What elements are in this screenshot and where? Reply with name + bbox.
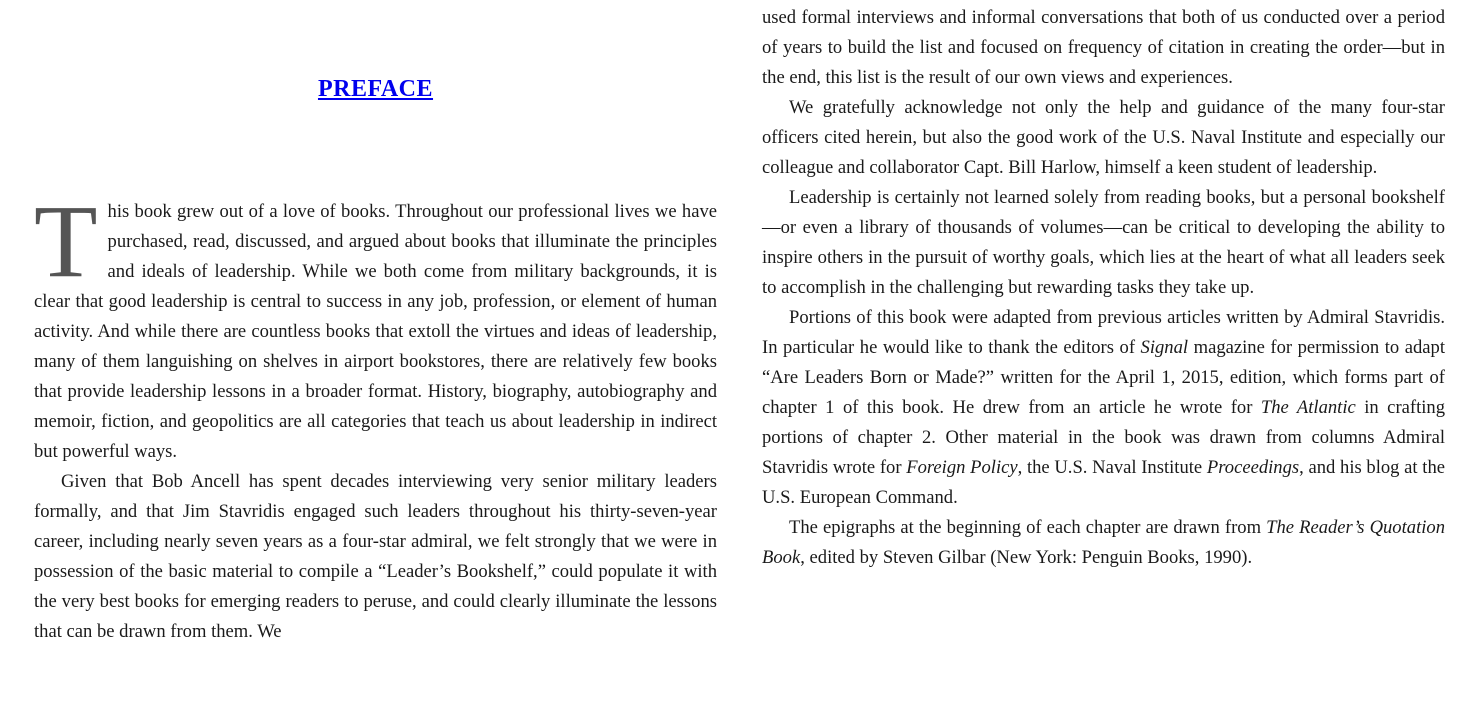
page-title [34, 76, 717, 116]
sources-text-4: , the U.S. Naval Institute [1017, 457, 1207, 478]
epigraphs-text-1: The epigraphs at the beginning of each chapter are drawn from [789, 517, 1267, 538]
foreign-policy-title: Foreign Policy [906, 457, 1018, 478]
readers-quotation-book-title: The Reader’s Quotation Book [762, 517, 1445, 568]
paragraph-1-text: his book grew out of a love of books. Throughout our professional lives we have purchased, read, discussed, and argued about books that illuminate the principles and ideals of leadership. While we both come from military backgrounds, it is clear that good leadership is central to success in any job, profession, or element of human activity. And while there are countless books that extoll the virtues and ideas of leadership, many of them languishing on shelves in airport bookstores, there are relatively few books that provide leadership lessons in a broader format. History, biography, autobiography and memoir, fiction, and geopolitics are all categories that teach us about leadership in indirect but powerful ways. [34, 201, 717, 462]
atlantic-title: The Atlantic [1260, 397, 1356, 418]
paragraph-1 [34, 184, 717, 467]
proceedings-title: Proceedings [1206, 457, 1300, 478]
signal-title: Signal [1140, 337, 1189, 358]
paragraph-2: Given that Bob Ancell has spent decades interviewing very senior military leaders formally, and that Jim Stavridis engaged such leaders throughout his thirty-seven-year career, including nearly seven years as a four-star admiral, we felt strongly that we were in possession of the basic material to compile a “Leader’s Bookshelf,” could populate it with the very best books for emerging readers to peruse, and could clearly illuminate the lessons that can be drawn from them. We [34, 471, 717, 642]
left-page-body [34, 184, 717, 647]
sources-text-2: magazine for permission to adapt “Are Leaders Born or Made?” written for the April 1, 2015, edition, which forms part of chapter 1 of this book. He drew from an article he wrote for [762, 337, 1445, 418]
sources-text-1: Portions of this book were adapted from previous articles written by Admiral Stavridis. In particular he would like to thank the editors of [762, 307, 1445, 358]
right-page-body [762, 3, 1445, 573]
paragraph-acknowledgments: We gratefully acknowledge not only the help and guidance of the many four-star officers cited herein, but also the good work of the U.S. Naval Institute and especially our colleague and collaborator Capt. Bill Harlow, himself a keen student of leadership. [762, 97, 1445, 178]
preface-title-link[interactable]: PREFACE [317, 76, 434, 102]
right-page [762, 0, 1445, 573]
drop-cap: T [34, 184, 98, 299]
paragraph-epigraphs [762, 513, 1445, 573]
sources-text-5: , and his blog at the U.S. European Command. [762, 457, 1445, 508]
sources-text-3: in crafting portions of chapter 2. Other material in the book was drawn from columns Admiral Stavridis wrote for [762, 397, 1446, 478]
paragraph-2-continued: used formal interviews and informal conversations that both of us conducted over a period of years to build the list and focused on frequency of citation in creating the order—but in the end, this list is the result of our own views and experiences. [762, 7, 1445, 88]
left-page [34, 0, 717, 647]
paragraph-bookshelf: Leadership is certainly not learned solely from reading books, but a personal bookshelf—or even a library of thousands of volumes—can be critical to developing the ability to inspire others in the pursuit of worthy goals, which lies at the heart of what all leaders seek to accomplish in the challenging but rewarding tasks they take up. [762, 187, 1445, 298]
epigraphs-text-2: , edited by Steven Gilbar (New York: Penguin Books, 1990). [800, 547, 1253, 568]
paragraph-sources [762, 303, 1445, 513]
